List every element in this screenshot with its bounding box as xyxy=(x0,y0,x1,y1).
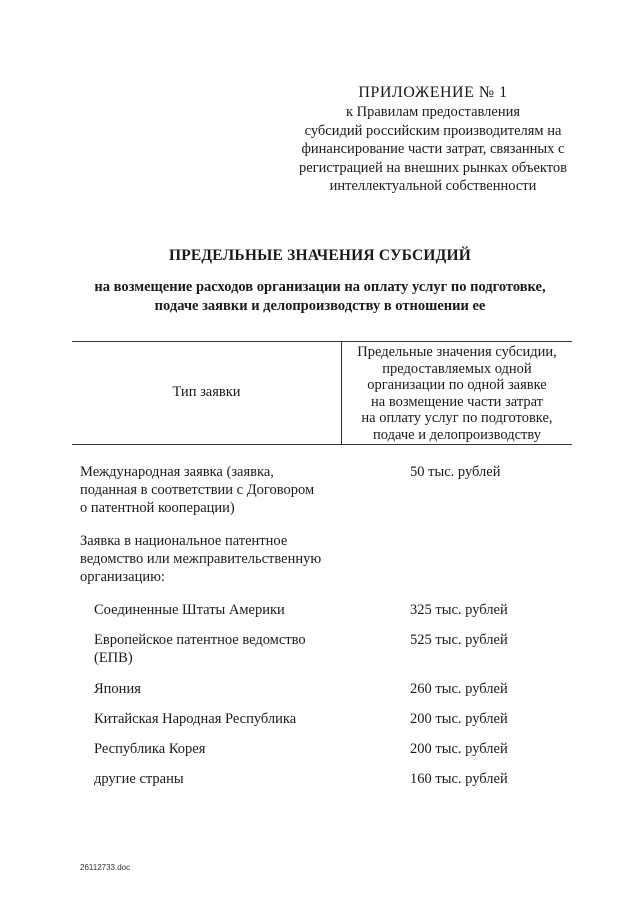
column-header-line: Предельные значения субсидии, xyxy=(357,344,557,360)
row-international-value: 50 тыс. рублей xyxy=(410,464,501,480)
heading-title: ПРЕДЕЛЬНЫЕ ЗНАЧЕНИЯ СУБСИДИЙ xyxy=(168,247,472,264)
label-line: организацию: xyxy=(80,569,165,585)
appendix-title: ПРИЛОЖЕНИЕ № 1 xyxy=(358,84,508,101)
appendix-line: к Правилам предоставления xyxy=(345,104,521,120)
label-line: (ЕПВ) xyxy=(94,650,133,666)
label-line: ведомство или межправительственную xyxy=(80,551,322,567)
column-header-line: предоставляемых одной xyxy=(382,360,532,377)
table-top-rule xyxy=(72,341,572,342)
label-line: Европейское патентное ведомство xyxy=(94,632,306,648)
column-header-line: подаче и делопроизводству xyxy=(373,426,541,443)
table-header-rule xyxy=(72,444,572,445)
document-heading xyxy=(60,246,580,315)
column-header-limit xyxy=(342,344,572,443)
appendix-block xyxy=(250,82,616,196)
appendix-line: субсидий российским производителям на xyxy=(304,122,562,139)
document-file-id: 26112733.doc xyxy=(80,863,131,872)
column-header-type: Тип заявки xyxy=(172,384,241,400)
column-header-line: на возмещение части затрат xyxy=(371,393,543,410)
row-country-value: 200 тыс. рублей xyxy=(410,741,508,757)
column-header-line: на оплату услуг по подготовке, xyxy=(361,410,553,426)
heading-subtitle xyxy=(60,278,580,315)
label-line: Заявка в национальное патентное xyxy=(80,533,288,549)
heading-subtitle-line: подаче заявки и делопроизводству в отношении ее xyxy=(154,297,486,314)
row-international-label xyxy=(80,463,314,517)
appendix-line: финансирование части затрат, связанных с xyxy=(301,141,565,157)
row-country-value: 325 тыс. рублей xyxy=(410,602,508,618)
row-country-label: другие страны xyxy=(94,771,184,787)
column-header-line: организации по одной заявке xyxy=(367,377,547,393)
row-country-label: Китайская Народная Республика xyxy=(94,711,297,727)
row-country-value: 200 тыс. рублей xyxy=(410,711,508,727)
row-country-value: 160 тыс. рублей xyxy=(410,771,508,787)
row-country-label: Республика Корея xyxy=(94,741,206,757)
row-country-label: Япония xyxy=(94,681,141,697)
label-line: поданная в соответствии с Договором xyxy=(80,482,315,498)
row-country-value: 525 тыс. рублей xyxy=(410,632,508,648)
label-line: о патентной кооперации) xyxy=(80,500,235,516)
row-country-value: 260 тыс. рублей xyxy=(410,681,508,697)
appendix-line: интеллектуальной собственности xyxy=(329,178,537,194)
label-line: Международная заявка (заявка, xyxy=(80,464,274,480)
appendix-line: регистрацией на внешних рынках объектов xyxy=(299,159,567,176)
row-country-label: Соединенные Штаты Америки xyxy=(94,602,285,618)
row-national-label xyxy=(80,532,321,586)
heading-subtitle-line: на возмещение расходов организации на оплату услуг по подготовке, xyxy=(94,279,546,295)
row-country-label xyxy=(94,631,306,667)
